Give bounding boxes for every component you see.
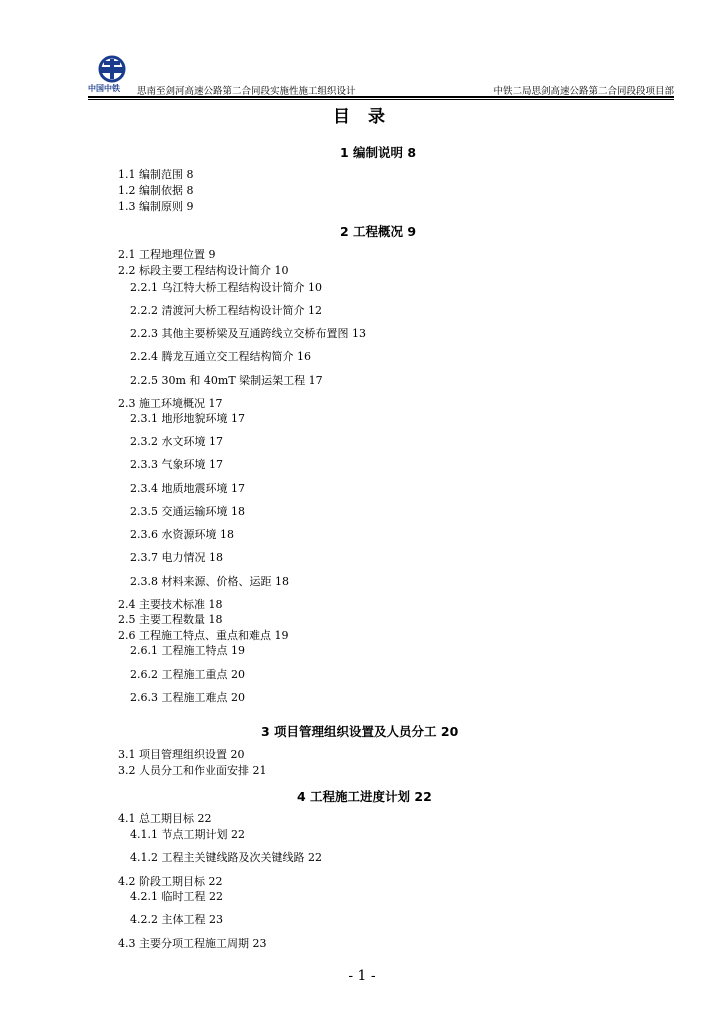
toc-entry[interactable]: 2.2.2 清渡河大桥工程结构设计简介 12	[130, 304, 322, 317]
toc-entry[interactable]: 2.3.4 地质地震环境 17	[130, 482, 245, 495]
toc-entry[interactable]: 1.3 编制原则 9	[118, 200, 194, 213]
toc-chapter[interactable]: 3 项目管理组织设置及人员分工 20	[261, 724, 459, 739]
header-organization: 中铁二局思剑高速公路第二合同段段项目部	[493, 86, 674, 97]
toc-entry[interactable]: 4.1.1 节点工期计划 22	[130, 828, 245, 841]
toc-entry[interactable]: 2.6.2 工程施工重点 20	[130, 668, 245, 681]
toc-entry[interactable]: 1.1 编制范围 8	[118, 168, 194, 181]
toc-entry[interactable]: 2.6.1 工程施工特点 19	[130, 644, 245, 657]
toc-entry[interactable]: 2.3.8 材料来源、价格、运距 18	[130, 575, 289, 588]
toc-entry[interactable]: 2.3.2 水文环境 17	[130, 435, 223, 448]
toc-entry[interactable]: 4.2 阶段工期目标 22	[118, 875, 223, 888]
toc-chapter[interactable]: 2 工程概况 9	[340, 224, 417, 239]
toc-entry[interactable]: 2.3.1 地形地貌环境 17	[130, 412, 245, 425]
toc-entry[interactable]: 4.2.1 临时工程 22	[130, 890, 223, 903]
toc-entry[interactable]: 2.3 施工环境概况 17	[118, 397, 223, 410]
header-rule	[88, 96, 674, 98]
toc-entry[interactable]: 2.2.1 乌江特大桥工程结构设计简介 10	[130, 281, 322, 294]
toc-title: 目 录	[333, 107, 391, 127]
toc-entry[interactable]: 2.6 工程施工特点、重点和难点 19	[118, 629, 289, 642]
page-header	[88, 55, 674, 101]
toc-chapter[interactable]: 1 编制说明 8	[340, 145, 417, 160]
toc-entry[interactable]: 4.1 总工期目标 22	[118, 812, 212, 825]
toc-entry[interactable]: 2.2.5 30m 和 40mT 梁制运架工程 17	[130, 374, 323, 387]
toc-entry[interactable]: 2.3.7 电力情况 18	[130, 551, 223, 564]
toc-entry[interactable]: 2.3.6 水资源环境 18	[130, 528, 234, 541]
toc-entry[interactable]: 2.1 工程地理位置 9	[118, 248, 216, 261]
toc-entry[interactable]: 2.5 主要工程数量 18	[118, 613, 223, 626]
toc-entry[interactable]: 3.1 项目管理组织设置 20	[118, 748, 245, 761]
toc-entry[interactable]: 4.3 主要分项工程施工周期 23	[118, 937, 267, 950]
toc-entry[interactable]: 2.2.3 其他主要桥梁及互通跨线立交桥布置图 13	[130, 327, 366, 340]
toc-chapter[interactable]: 4 工程施工进度计划 22	[297, 789, 432, 804]
toc-entry[interactable]: 1.2 编制依据 8	[118, 184, 194, 197]
toc-entry[interactable]: 4.2.2 主体工程 23	[130, 913, 223, 926]
toc-entry[interactable]: 2.4 主要技术标准 18	[118, 598, 223, 611]
toc-entry[interactable]: 2.3.3 气象环境 17	[130, 458, 223, 471]
toc-entry[interactable]: 2.3.5 交通运输环境 18	[130, 505, 245, 518]
header-project-title: 思南至剑河高速公路第二合同段实施性施工组织设计	[137, 86, 356, 97]
toc-entry[interactable]: 2.6.3 工程施工难点 20	[130, 691, 245, 704]
logo-text: 中国中铁	[88, 84, 120, 93]
header-rule-thin	[88, 99, 674, 100]
toc-entry[interactable]: 2.2 标段主要工程结构设计简介 10	[118, 264, 289, 277]
toc-entry[interactable]: 2.2.4 腾龙互通立交工程结构简介 16	[130, 350, 311, 363]
toc-entry[interactable]: 4.1.2 工程主关键线路及次关键线路 22	[130, 851, 322, 864]
page-number: - 1 -	[348, 968, 376, 984]
toc-entry[interactable]: 3.2 人员分工和作业面安排 21	[118, 764, 267, 777]
